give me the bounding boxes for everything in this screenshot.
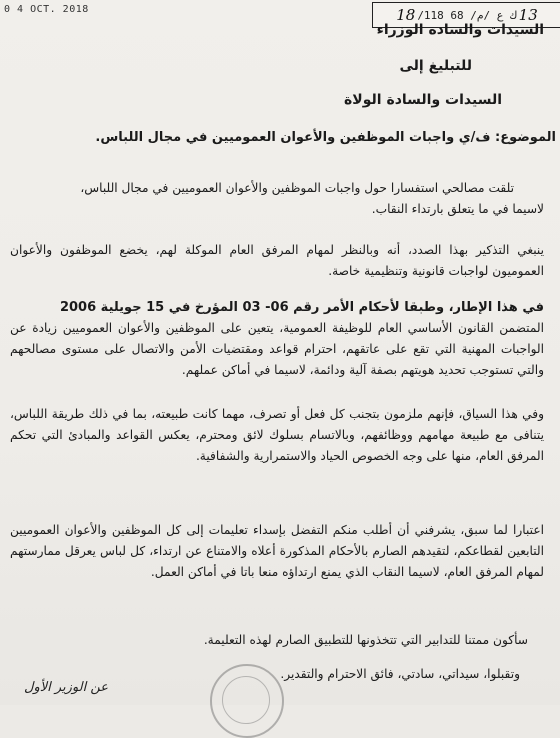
paragraph-3-line-1: في هذا الإطار، وطبقا لأحكام الأمر رقم 06- 03 المؤرخ في 15 جويلية 2006: [59, 300, 544, 315]
date-stamp: 0 4 OCT. 2018: [4, 4, 89, 15]
paragraph-1-line-1: تلقت مصالحي استفسارا حول واجبات الموظفين والأعوان العموميين في مجال اللباس،: [80, 181, 514, 195]
addressee-walis: السيدات والسادة الولاة: [344, 92, 502, 108]
addressee-ministers: السيدات والسادة الوزراء: [376, 22, 544, 38]
paragraph-5: اعتبارا لما سبق، يشرفني أن أطلب منكم التفضل بإسداء تعليمات إلى كل الموظفين والأعوان العموميين التابعين لقطاعكم، لتقيدهم الصارم بالأحكام المذكورة أعلاه والامتناع عن ارتداء، كل لباس يعرقل ممارستهم لمهام المرفق العام، لاسيما النقاب الذي يمنع ارتداؤه منعا باتا في أماكن العمل.: [10, 523, 544, 579]
ref-mid: /118 68 /ك ع /م: [417, 8, 517, 22]
paragraph-1: [10, 178, 544, 220]
closing-line: وتقبلوا، سيداتي، سادتي، فائق الاحترام والتقدير.: [280, 667, 520, 681]
paragraph-4: وفي هذا السياق، فإنهم ملزمون بتجنب كل فعل أو تصرف، مهما كانت طبيعته، بما في ذلك طريقة اللباس، يتنافى مع طبيعة مهامهم ووظائفهم، وبالاتسام بسلوك لائق ومحترم، يعكس القواعد والمبادئ التي تحكم المرفق العام، منها على وجه الخصوص الحياد والاستمرارية والشفافية.: [10, 407, 544, 463]
signature-label: عن الوزير الأول: [24, 680, 109, 695]
ref-suffix: 13: [518, 6, 538, 24]
paragraph-6: سأكون ممتنا للتدابير التي تتخذونها للتطبيق الصارم لهذه التعليمة.: [203, 633, 528, 647]
paragraph-3-rest: المتضمن القانون الأساسي العام للوظيفة العمومية، يتعين على الموظفين والأعوان العموميين زيادة عن الواجبات المهنية التي تقع على عاتقهم، احترام قواعد ومقتضيات الأمن والاتصال على مستوى مصالحهم والتي تستوجب تحديد هويتهم بصفة آلية ودائمة، لاسيما في أماكن عملهم.: [10, 321, 544, 377]
subject-line: الموضوع: ف/ي واجبات الموظفين والأعوان العموميين في مجال اللباس.: [95, 130, 556, 145]
paragraph-3: [10, 297, 544, 381]
official-stamp: [210, 664, 284, 738]
paragraph-1-line-2: لاسيما في ما يتعلق بارتداء النقاب.: [371, 202, 544, 216]
addressee-forward: للتبليغ إلى: [399, 58, 472, 74]
ref-prefix: 18: [396, 6, 416, 24]
paragraph-2: ينبغي التذكير بهذا الصدد، أنه وبالنظر لمهام المرفق العام الموكلة لهم، يخضع الموظفون والأعوان العموميون لواجبات قانونية وتنظيمية خاصة.: [10, 243, 544, 278]
